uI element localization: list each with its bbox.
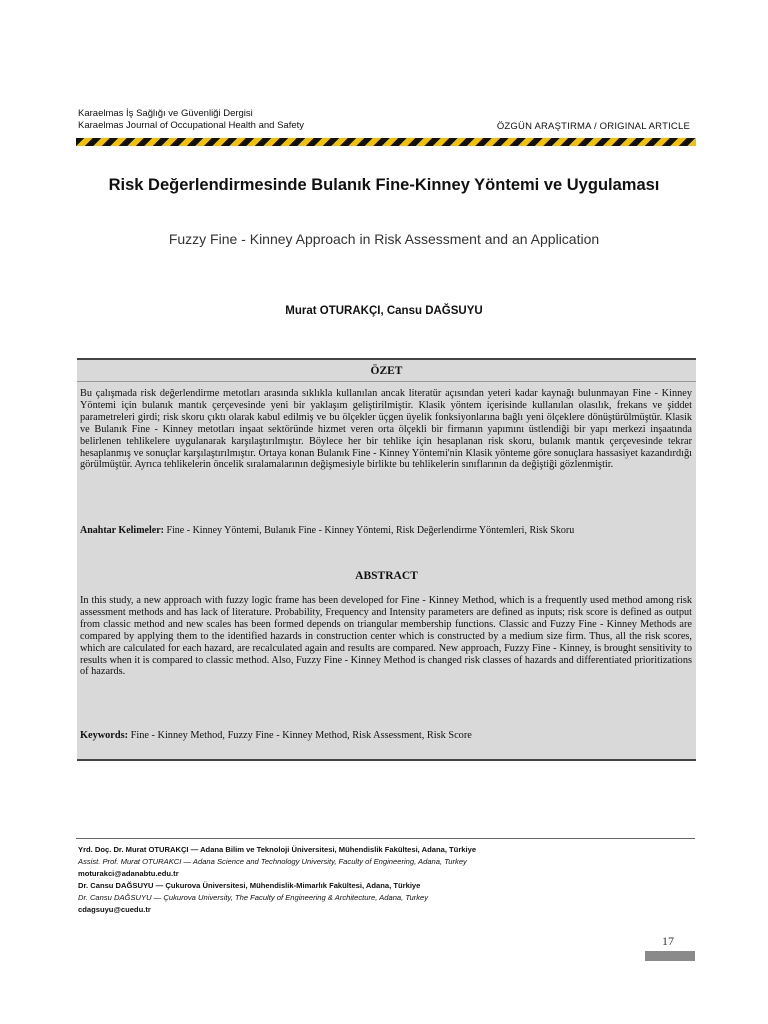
keywords-tr-values: Fine - Kinney Yöntemi, Bulanık Fine - Kinney Yöntemi, Risk Değerlendirme Yöntemleri, Risk Skoru [166,525,575,536]
article-type: ÖZGÜN ARAŞTIRMA / ORIGINAL ARTICLE [496,121,690,132]
abstract-box [77,358,696,761]
journal-name-en: Karaelmas Journal of Occupational Health and Safety [78,120,305,131]
keywords-en [80,730,692,742]
email-1: moturakci@adanabtu.edu.tr [78,869,179,878]
title-en: Fuzzy Fine - Kinney Approach in Risk Assessment and an Application [168,231,600,247]
title-tr: Risk Değerlendirmesinde Bulanık Fine-Kinney Yöntemi ve Uygulaması [108,176,660,194]
affiliation-2-tr: Dr. Cansu DAĞSUYU — Çukurova Üniversitesi, Mühendislik-Mimarlık Fakültesi, Adana, Türkiye [78,881,421,890]
keywords-en-values: Fine - Kinney Method, Fuzzy Fine - Kinney Method, Risk Assessment, Risk Score [130,730,472,741]
keywords-en-label: Keywords: [80,730,129,741]
page-number: 17 [662,934,674,948]
affiliation-1-en: Assist. Prof. Murat OTURAKCI — Adana Science and Technology University, Faculty of Engineering, Adana, Turkey [78,857,467,866]
affiliation-1-tr: Yrd. Doç. Dr. Murat OTURAKÇI — Adana Bilim ve Teknoloji Üniversitesi, Mühendislik Fakültesi, Adana, Türkiye [78,845,477,854]
hazard-stripe-divider [76,138,696,146]
ozet-text: Bu çalışmada risk değerlendirme metotları arasında sıklıkla kullanılan ancak literatür açısından yeteri kadar kaynağı bulunmayan Fine - Kinney Yöntemi için bulanık mantık çerçevesinde yeni bir yaklaşım geliştirilmiştir. Klasik yöntem içerisinde kullanılan olasılık, frekans ve şiddet parametreleri girdi; risk skoru çıktı olarak kabul edilmiş ve bu ölçekler üçgen üyelik fonksiyonlarına bağlı yeni ölçeklere dönüştürülmüştür. Klasik ve Bulanık Fine - Kinney metotları inşaat sektöründe hizmet veren orta ölçekli bir firmanın yapımını üstlendiği bir yapı merkezi inşaatında belirlenen tehlikelere uygulanarak karşılaştırılmıştır. Böylece her bir tehlike için hesaplanan risk skoru, bulanık mantık çerçevesinde tekrar hesaplanmış ve sonuçlar karşılaştırılmıştır. Ortaya konan Bulanık Fine - Kinney Yöntemi'nin Klasik yönteme göre sonuçlara hassasiyet kazandırdığı görülmüştür. Ayrıca tehlikelerin öncelik sıralamalarının değişmesiyle birlikte bu tehlikelerin sınıflarının da değiştiği gözlenmiştir. [80,388,692,471]
email-2: cdagsuyu@cuedu.tr [78,905,151,914]
keywords-tr-label: Anahtar Kelimeler: [80,525,164,536]
footer-rule [76,838,695,839]
affiliation-2-en: Dr. Cansu DAĞSUYU — Çukurova University, The Faculty of Engineering & Architecture, Adana, Turkey [78,893,429,902]
authors: Murat OTURAKÇI, Cansu DAĞSUYU [285,305,483,317]
page-number-bar [645,951,695,961]
ozet-heading-rule [77,381,696,382]
abstract-text: In this study, a new approach with fuzzy logic frame has been developed for Fine - Kinney Method, which is a frequently used method among risk assessment methods and has lack of literature. Probability, Frequency and Intensity parameters are defined as inputs; risk score is defined as output from classic method and new scales has been formed depends on triangular membership functions. Classic and Fuzzy Fine - Kinney Methods are compared by applying them to the identified hazards in construction center which is constructed by a medium size firm. Thus, all the risk scores, which are calculated for each hazard, are recalculated again and results are compared. New approach, Fuzzy Fine - Kinney, is brought sensitivity to results when it is compared to classic method. Also, Fuzzy Fine - Kinney Method is changed risk classes of hazards and differentiated prioritizations of hazards. [80,595,692,678]
ozet-heading: ÖZET [370,365,403,377]
journal-name-tr: Karaelmas İş Sağlığı ve Güvenliği Dergisi [78,108,253,119]
abstract-heading: ABSTRACT [355,570,418,582]
keywords-tr [80,525,692,537]
author-affiliations [78,844,476,916]
journal-header [78,108,304,132]
